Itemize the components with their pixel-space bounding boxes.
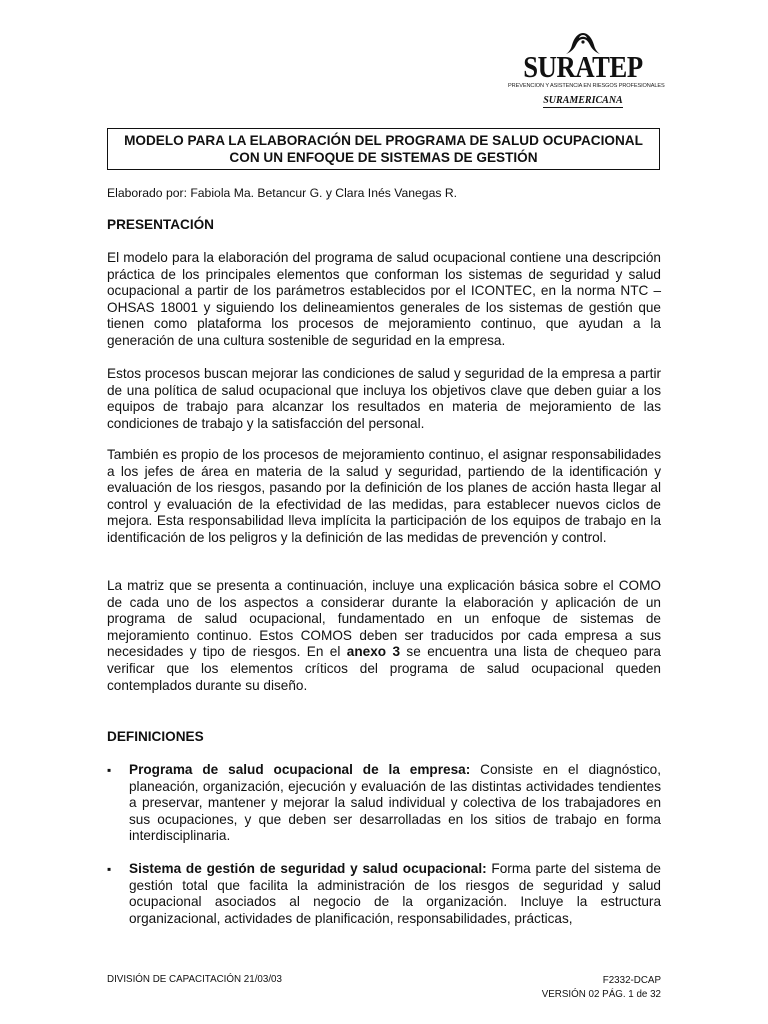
footer-version (542, 974, 661, 1002)
logo-wordmark: SURATEP (523, 49, 643, 84)
definition-text (129, 762, 661, 845)
paragraph-4-text: La matriz que se presenta a continuación, incluye una explicación básica sobre el COMO de cada uno de los aspectos a considerar durante la elaboración y aplicación de un programa de salud ocupacional, fundamentado en un enfoque de sistemas de mejoramiento continuo. Estos COMOS deben ser traducidos por cada empresa a sus necesidades y tipo de riesgos. En el (107, 578, 661, 660)
paragraph-2: Estos procesos buscan mejorar las condiciones de salud y seguridad de la empresa a partir de una política de salud ocupacional que incluya los objetivos clave que deben guiar a los equipos de trabajo para alcanzar los resultados en materia de mejoramiento de las condiciones de trabajo y la satisfacción del personal. (107, 366, 661, 431)
footer-code: F2332-DCAP (602, 975, 661, 986)
bullet-marker: ▪ (107, 763, 112, 777)
title-line-1: MODELO PARA LA ELABORACIÓN DEL PROGRAMA DE SALUD OCUPACIONAL (124, 133, 643, 148)
document-title (107, 128, 660, 170)
title-line-2: CON UN ENFOQUE DE SISTEMAS DE GESTIÓN (229, 150, 538, 165)
list-item (107, 861, 661, 927)
definition-body: Forma parte del sistema de gestión total que facilita la administración de los riesgos de seguridad y salud ocupacional asociados al negocio de la organización. Incluye la estructura organizacional, actividades de planificación, responsabilidades, prácticas, (129, 861, 661, 926)
heading-presentacion: PRESENTACIÓN (107, 217, 214, 232)
definition-term: Sistema de gestión de seguridad y salud ocupacional: (129, 861, 487, 876)
suratep-logo (508, 30, 665, 126)
anexo-reference: anexo 3 (346, 644, 401, 660)
paragraph-1: El modelo para la elaboración del programa de salud ocupacional contiene una descripción práctica de los principales elementos que conforman los sistemas de seguridad y salud ocupacional a partir de los parámetros establecidos por el ICONTEC, en la norma NTC – OHSAS 18001 y siguiendo los delineamientos generales de los sistemas de gestión que tienen como plataforma los procesos de mejoramiento continuo, que ayudan a la generación de una cultura sostenible de seguridad en la empresa. (107, 250, 661, 348)
footer-page: VERSIÓN 02 PÁG. 1 de 32 (541, 989, 661, 1000)
authors-line: Elaborado por: Fabiola Ma. Betancur G. y Clara Inés Vanegas R. (107, 186, 458, 200)
footer-division: DIVISIÓN DE CAPACITACIÓN 21/03/03 (107, 974, 282, 985)
bullet-marker: ▪ (107, 862, 112, 876)
paragraph-4-text-end: se encuentra una lista de chequeo para verificar que los elementos críticos del programa de salud ocupacional queden contemplados durante su diseño. (107, 644, 661, 693)
definition-term: Programa de salud ocupacional de la empresa: (129, 762, 471, 777)
definition-body: Consiste en el diagnóstico, planeación, organización, ejecución y evaluación de las distintas actividades tendientes a preservar, mantener y mejorar la salud individual y colectiva de los trabajadores en sus ocupaciones, y que deben ser desarrolladas en los sitios de trabajo en forma interdisciplinaria. (129, 762, 661, 844)
heading-definiciones: DEFINICIONES (107, 729, 204, 744)
definition-text (129, 861, 661, 927)
list-item (107, 762, 661, 845)
logo-subtitle: SURAMERICANA (543, 95, 623, 106)
logo-tagline: PREVENCION Y ASISTENCIA EN RIESGOS PROFESIONALES (508, 83, 665, 89)
paragraph-3: También es propio de los procesos de mejoramiento continuo, el asignar responsabilidades a los jefes de área en materia de la salud y seguridad, partiendo de la identificación y evaluación de los riesgos, pasando por la definición de los planes de acción hasta llegar al control y evaluación de la efectividad de las medidas, para establecer nuevos ciclos de mejora. Esta responsabilidad lleva implícita la participación de los equipos de trabajo en la identificación de los peligros y la definición de las medidas de prevención y control. (107, 447, 661, 545)
paragraph-4 (107, 578, 661, 694)
